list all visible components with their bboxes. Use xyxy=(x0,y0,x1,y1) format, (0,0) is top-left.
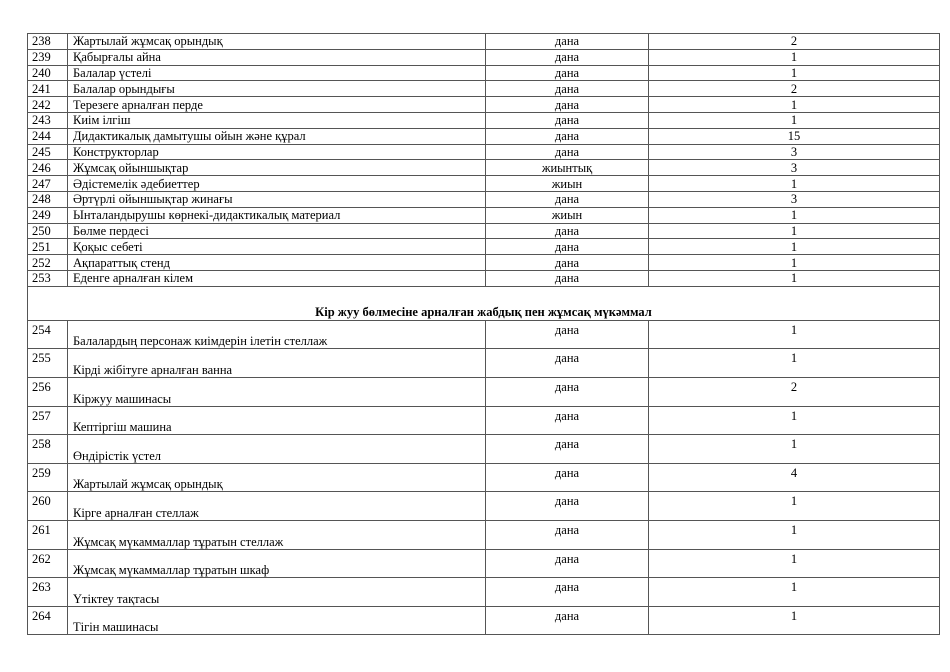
row-number: 240 xyxy=(28,65,68,81)
item-name: Жартылай жұмсақ орындық xyxy=(68,34,486,50)
table-row xyxy=(28,112,940,128)
item-unit: дана xyxy=(486,65,649,81)
table-row xyxy=(28,239,940,255)
item-name: Балалар орындығы xyxy=(68,81,486,97)
item-unit: дана xyxy=(486,128,649,144)
item-unit: дана xyxy=(486,578,649,607)
item-name: Конструкторлар xyxy=(68,144,486,160)
row-number: 254 xyxy=(28,320,68,349)
item-name: Балалар үстелі xyxy=(68,65,486,81)
item-name: Жұмсақ ойыншықтар xyxy=(68,160,486,176)
item-name: Терезеге арналған перде xyxy=(68,97,486,113)
item-name: Кептіргіш машина xyxy=(68,406,486,435)
table-row xyxy=(28,49,940,65)
item-unit: дана xyxy=(486,320,649,349)
item-unit: дана xyxy=(486,144,649,160)
item-name: Кірді жібітуге арналған ванна xyxy=(68,349,486,378)
item-unit: дана xyxy=(486,34,649,50)
item-quantity: 2 xyxy=(649,377,940,406)
item-unit: дана xyxy=(486,223,649,239)
item-quantity: 1 xyxy=(649,270,940,286)
inventory-table-body xyxy=(28,34,940,635)
table-row xyxy=(28,377,940,406)
section-header-row xyxy=(28,286,940,320)
item-quantity: 3 xyxy=(649,160,940,176)
item-quantity: 1 xyxy=(649,320,940,349)
row-number: 246 xyxy=(28,160,68,176)
table-row xyxy=(28,578,940,607)
table-row xyxy=(28,65,940,81)
item-name: Тігін машинасы xyxy=(68,606,486,635)
row-number: 242 xyxy=(28,97,68,113)
item-quantity: 1 xyxy=(649,578,940,607)
item-quantity: 4 xyxy=(649,463,940,492)
item-unit: жиынтық xyxy=(486,160,649,176)
item-name: Әртүрлі ойыншықтар жинағы xyxy=(68,191,486,207)
row-number: 255 xyxy=(28,349,68,378)
item-name: Жұмсақ мүкаммаллар тұратын шкаф xyxy=(68,549,486,578)
table-row xyxy=(28,255,940,271)
item-unit: дана xyxy=(486,239,649,255)
table-row xyxy=(28,463,940,492)
row-number: 253 xyxy=(28,270,68,286)
item-unit: дана xyxy=(486,81,649,97)
item-name: Үтіктеу тақтасы xyxy=(68,578,486,607)
item-unit: дана xyxy=(486,406,649,435)
document-page xyxy=(27,33,939,635)
table-row xyxy=(28,81,940,97)
table-row xyxy=(28,270,940,286)
item-quantity: 1 xyxy=(649,520,940,549)
item-unit: жиын xyxy=(486,207,649,223)
item-unit: дана xyxy=(486,255,649,271)
item-quantity: 2 xyxy=(649,81,940,97)
item-name: Кіржуу машинасы xyxy=(68,377,486,406)
item-name: Жартылай жұмсақ орындық xyxy=(68,463,486,492)
item-quantity: 1 xyxy=(649,406,940,435)
row-number: 241 xyxy=(28,81,68,97)
item-name: Жұмсақ мүкаммаллар тұратын стеллаж xyxy=(68,520,486,549)
row-number: 238 xyxy=(28,34,68,50)
item-name: Дидактикалық дамытушы ойын және құрал xyxy=(68,128,486,144)
item-unit: жиын xyxy=(486,176,649,192)
row-number: 262 xyxy=(28,549,68,578)
row-number: 263 xyxy=(28,578,68,607)
row-number: 259 xyxy=(28,463,68,492)
item-name: Өндірістік үстел xyxy=(68,435,486,464)
item-name: Қабырғалы айна xyxy=(68,49,486,65)
item-name: Қоқыс себеті xyxy=(68,239,486,255)
row-number: 239 xyxy=(28,49,68,65)
table-row xyxy=(28,128,940,144)
item-unit: дана xyxy=(486,97,649,113)
row-number: 256 xyxy=(28,377,68,406)
table-row xyxy=(28,223,940,239)
section-title: Кір жуу бөлмесіне арналған жабдық пен жұмсақ мүкәммал xyxy=(28,286,940,320)
item-unit: дана xyxy=(486,191,649,207)
item-quantity: 1 xyxy=(649,255,940,271)
row-number: 250 xyxy=(28,223,68,239)
row-number: 260 xyxy=(28,492,68,521)
table-row xyxy=(28,144,940,160)
row-number: 244 xyxy=(28,128,68,144)
item-name: Әдістемелік әдебиеттер xyxy=(68,176,486,192)
table-row xyxy=(28,160,940,176)
item-unit: дана xyxy=(486,349,649,378)
item-quantity: 1 xyxy=(649,549,940,578)
item-quantity: 1 xyxy=(649,435,940,464)
inventory-table xyxy=(27,33,940,635)
row-number: 264 xyxy=(28,606,68,635)
item-name: Киім ілгіш xyxy=(68,112,486,128)
item-quantity: 15 xyxy=(649,128,940,144)
item-quantity: 2 xyxy=(649,34,940,50)
item-name: Кірге арналған стеллаж xyxy=(68,492,486,521)
row-number: 249 xyxy=(28,207,68,223)
item-quantity: 3 xyxy=(649,191,940,207)
table-row xyxy=(28,406,940,435)
item-unit: дана xyxy=(486,377,649,406)
item-unit: дана xyxy=(486,520,649,549)
row-number: 258 xyxy=(28,435,68,464)
row-number: 245 xyxy=(28,144,68,160)
table-row xyxy=(28,320,940,349)
item-quantity: 1 xyxy=(649,49,940,65)
table-row xyxy=(28,549,940,578)
item-unit: дана xyxy=(486,606,649,635)
table-row xyxy=(28,606,940,635)
item-quantity: 1 xyxy=(649,606,940,635)
item-quantity: 1 xyxy=(649,492,940,521)
row-number: 261 xyxy=(28,520,68,549)
item-name: Ынталандырушы көрнекі-дидактикалық материал xyxy=(68,207,486,223)
table-row xyxy=(28,207,940,223)
row-number: 248 xyxy=(28,191,68,207)
item-name: Бөлме пердесі xyxy=(68,223,486,239)
item-quantity: 1 xyxy=(649,223,940,239)
item-name: Ақпараттық стенд xyxy=(68,255,486,271)
table-row xyxy=(28,492,940,521)
row-number: 243 xyxy=(28,112,68,128)
item-quantity: 1 xyxy=(649,207,940,223)
table-row xyxy=(28,520,940,549)
table-row xyxy=(28,191,940,207)
item-quantity: 1 xyxy=(649,112,940,128)
table-row xyxy=(28,97,940,113)
item-quantity: 1 xyxy=(649,349,940,378)
item-unit: дана xyxy=(486,463,649,492)
item-quantity: 1 xyxy=(649,97,940,113)
row-number: 247 xyxy=(28,176,68,192)
item-unit: дана xyxy=(486,49,649,65)
item-quantity: 1 xyxy=(649,176,940,192)
item-quantity: 1 xyxy=(649,239,940,255)
row-number: 257 xyxy=(28,406,68,435)
row-number: 252 xyxy=(28,255,68,271)
row-number: 251 xyxy=(28,239,68,255)
table-row xyxy=(28,349,940,378)
table-row xyxy=(28,176,940,192)
item-name: Балалардың персонаж киімдерін ілетін стеллаж xyxy=(68,320,486,349)
item-unit: дана xyxy=(486,492,649,521)
item-quantity: 3 xyxy=(649,144,940,160)
item-unit: дана xyxy=(486,435,649,464)
item-name: Еденге арналған кілем xyxy=(68,270,486,286)
item-unit: дана xyxy=(486,549,649,578)
table-row xyxy=(28,435,940,464)
item-quantity: 1 xyxy=(649,65,940,81)
item-unit: дана xyxy=(486,112,649,128)
item-unit: дана xyxy=(486,270,649,286)
table-row xyxy=(28,34,940,50)
